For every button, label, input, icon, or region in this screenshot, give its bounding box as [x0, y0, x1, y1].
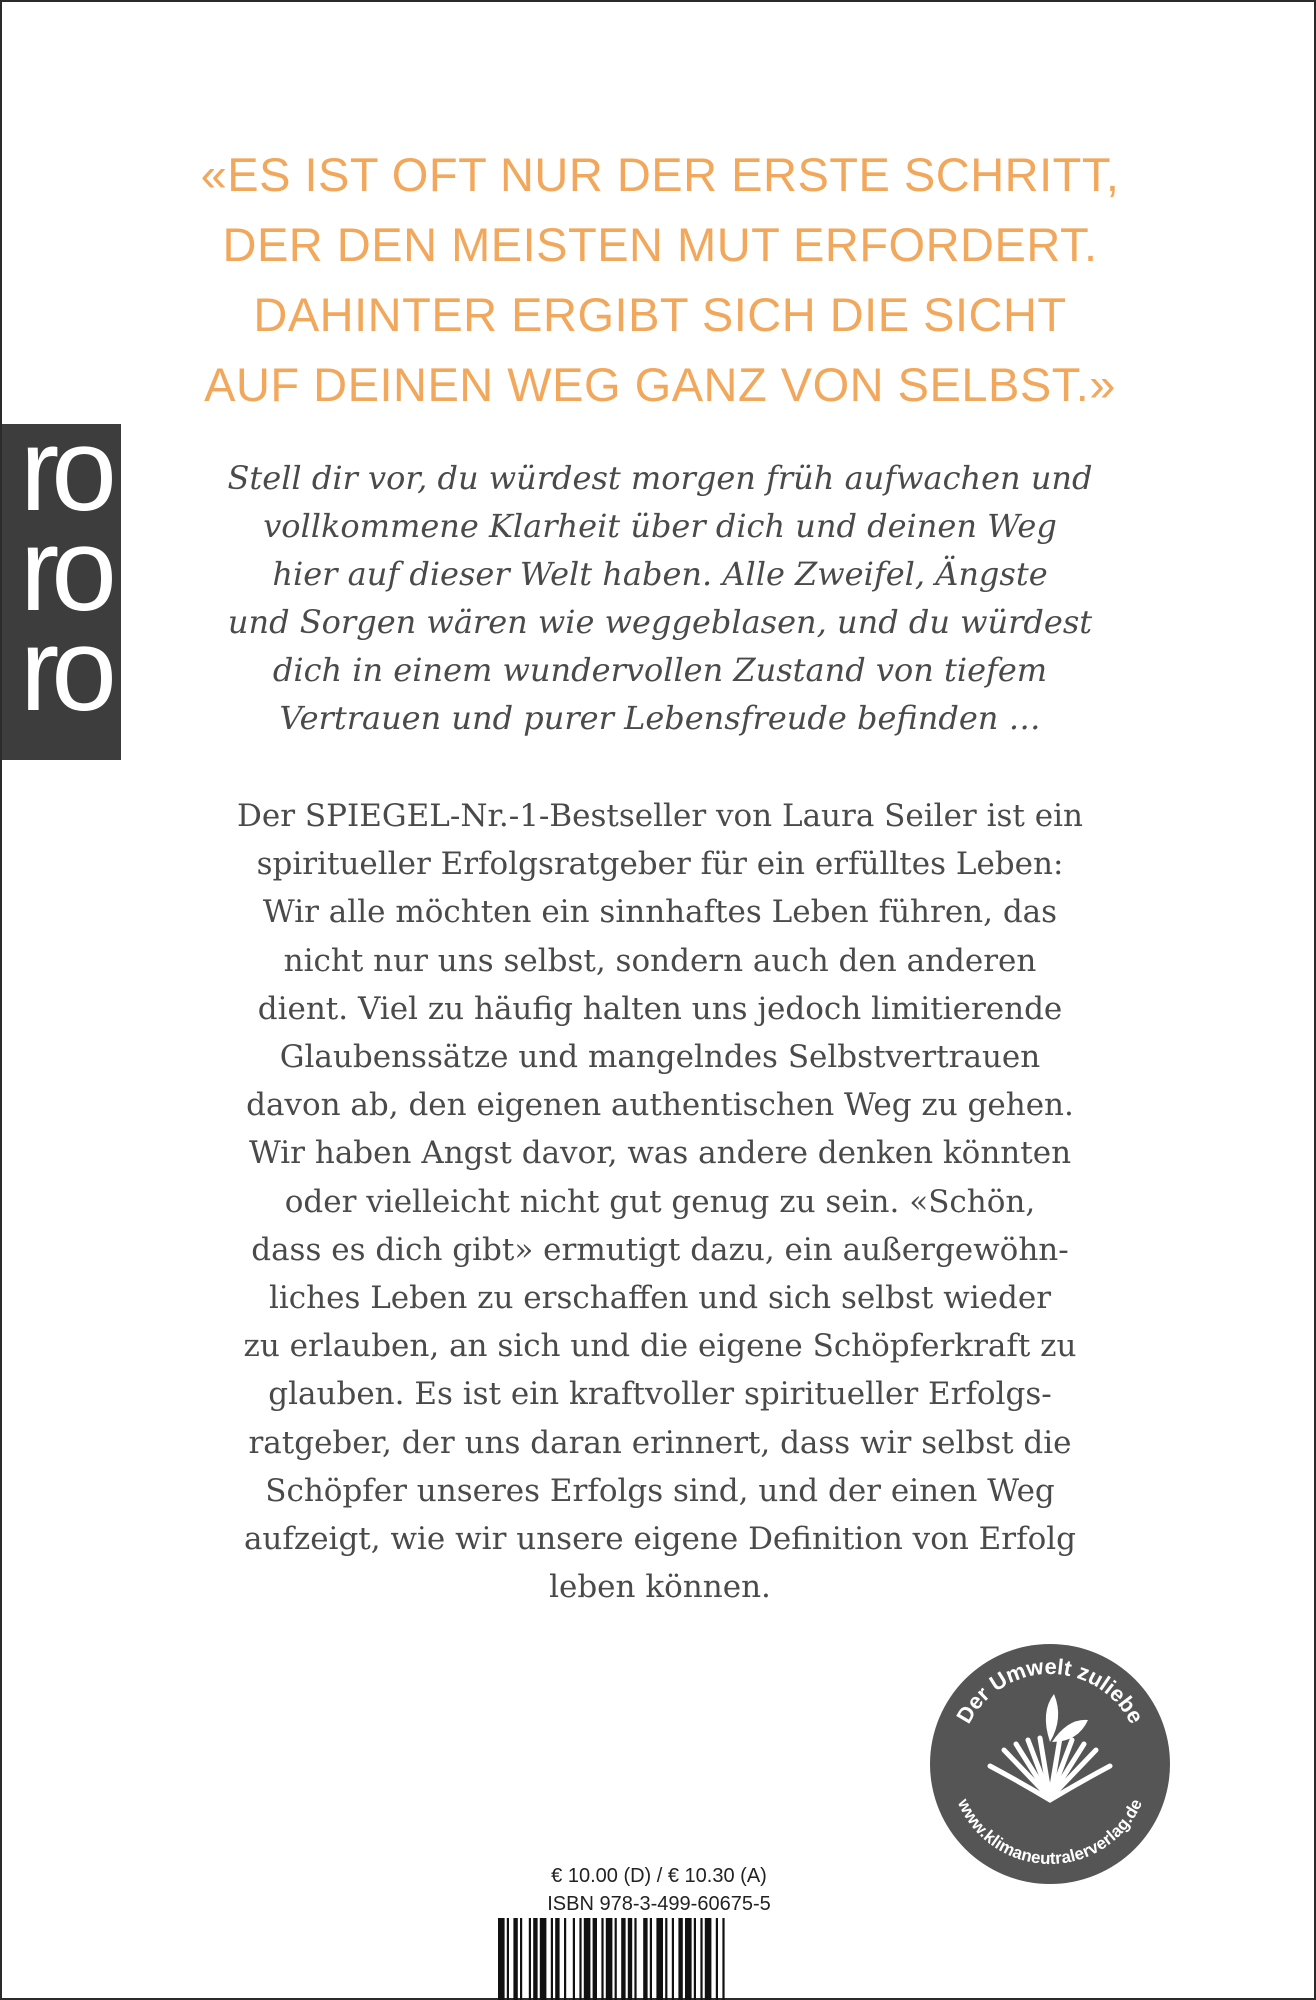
barcode-bar — [606, 1918, 613, 2000]
description-line: Der SPIEGEL-Nr.-1-Bestseller von Laura Seiler ist ein — [237, 798, 1083, 834]
description-line: zu erlauben, an sich und die eigene Schöpferkraft zu — [243, 1328, 1077, 1365]
barcode-bar — [643, 1918, 647, 2000]
barcode-bar — [716, 1918, 718, 2000]
description-line: dass es dich gibt» ermutigt dazu, ein außergewöhn- — [251, 1231, 1069, 1268]
barcode-bar — [634, 1918, 636, 2000]
description-line: Glaubenssätze und mangelndes Selbstvertrauen — [279, 1039, 1041, 1076]
price-text: € 10.00 (D) / € 10.30 (A) — [551, 1865, 767, 1887]
badge-top-text: Der Umwelt zuliebe — [951, 1653, 1149, 1728]
barcode-bar — [685, 1918, 692, 2000]
description-line: spiritueller Erfolgsratgeber für ein erfülltes Leben: — [256, 846, 1064, 883]
price-block — [482, 1862, 836, 1918]
barcode-bar — [678, 1918, 682, 2000]
barcode-bar — [665, 1918, 667, 2000]
description-line: nicht nur uns selbst, sondern auch den anderen — [283, 942, 1037, 979]
barcode-bar — [705, 1918, 712, 2000]
barcode-icon — [498, 1918, 818, 2000]
description-line: davon ab, den eigenen authentischen Weg zu gehen. — [246, 1087, 1074, 1124]
barcode-bar — [584, 1918, 591, 2000]
barcode-bar — [722, 1918, 724, 2000]
quote-line: DAHINTER ERGIBT SICH DIE SICHT — [253, 288, 1067, 341]
barcode-bar — [656, 1918, 663, 2000]
description-line: ratgeber, der uns daran erinnert, dass wir selbst die — [248, 1424, 1072, 1461]
intro-line: Stell dir vor, du würdest morgen früh aufwachen und — [227, 459, 1093, 497]
badge-bottom-text: www.klimaneutralerverlag.de — [953, 1795, 1147, 1869]
cover-quote — [122, 140, 1198, 420]
description-line: Wir alle möchten ein sinnhaftes Leben führen, das — [262, 894, 1058, 931]
intro-line: Vertrauen und purer Lebensfreude befinden … — [279, 699, 1041, 737]
logo-line: ro — [20, 504, 109, 636]
barcode-bar — [520, 1918, 522, 2000]
barcode-bar — [672, 1918, 674, 2000]
barcode-bar — [498, 1918, 505, 2000]
barcode-bar — [507, 1918, 509, 2000]
barcode-bar — [540, 1918, 547, 2000]
isbn-text: ISBN 978-3-499-60675-5 — [547, 1893, 771, 1915]
eco-badge — [928, 1642, 1172, 1886]
description-line: liches Leben zu erschaffen und sich selbst wieder — [268, 1280, 1052, 1317]
badge-circle — [930, 1644, 1170, 1884]
description-text — [182, 792, 1138, 1611]
barcode-bar — [621, 1918, 625, 2000]
intro-line: dich in einem wundervollen Zustand von tiefem — [272, 651, 1048, 689]
intro-text — [182, 454, 1138, 742]
barcode-bar — [628, 1918, 632, 2000]
description-line: oder vielleicht nicht gut genug zu sein. «Schön, — [284, 1183, 1036, 1220]
barcode-bar — [533, 1918, 537, 2000]
description-line: leben können. — [549, 1569, 771, 1606]
barcode-bar — [615, 1918, 617, 2000]
barcode-bar — [579, 1918, 581, 2000]
logo-line: ro — [20, 424, 109, 536]
intro-line: und Sorgen wären wie weggeblasen, und du würdest — [227, 603, 1093, 641]
description-line: dient. Viel zu häufig halten uns jedoch limitierende — [257, 990, 1063, 1027]
barcode-bar — [694, 1918, 696, 2000]
quote-line: AUF DEINEN WEG GANZ VON SELBST.» — [204, 358, 1116, 411]
logo-line: ro — [20, 604, 109, 736]
quote-line: «ES IST OFT NUR DER ERSTE SCHRITT, — [200, 148, 1120, 201]
barcode-bar — [555, 1918, 559, 2000]
intro-line: hier auf dieser Welt haben. Alle Zweifel, Ängste — [272, 555, 1048, 593]
barcode-bar — [513, 1918, 517, 2000]
barcode-bar — [650, 1918, 652, 2000]
barcode-bar — [573, 1918, 575, 2000]
barcode-bar — [593, 1918, 597, 2000]
barcode-bar — [601, 1918, 603, 2000]
barcode-bar — [564, 1918, 566, 2000]
barcode-bar — [551, 1918, 553, 2000]
description-line: aufzeigt, wie wir unsere eigene Definition von Erfolg — [243, 1521, 1077, 1558]
rororo-logo — [2, 424, 121, 760]
intro-line: vollkommene Klarheit über dich und deinen Weg — [263, 507, 1057, 545]
description-line: Wir haben Angst davor, was andere denken könnten — [248, 1135, 1072, 1172]
barcode-bar — [529, 1918, 531, 2000]
barcode-bar — [700, 1918, 702, 2000]
description-line: Schöpfer unseres Erfolgs sind, und der einen Weg — [265, 1472, 1055, 1509]
description-line: glauben. Es ist ein kraftvoller spiritueller Erfolgs- — [268, 1376, 1052, 1413]
quote-line: DER DEN MEISTEN MUT ERFORDERT. — [222, 218, 1098, 271]
